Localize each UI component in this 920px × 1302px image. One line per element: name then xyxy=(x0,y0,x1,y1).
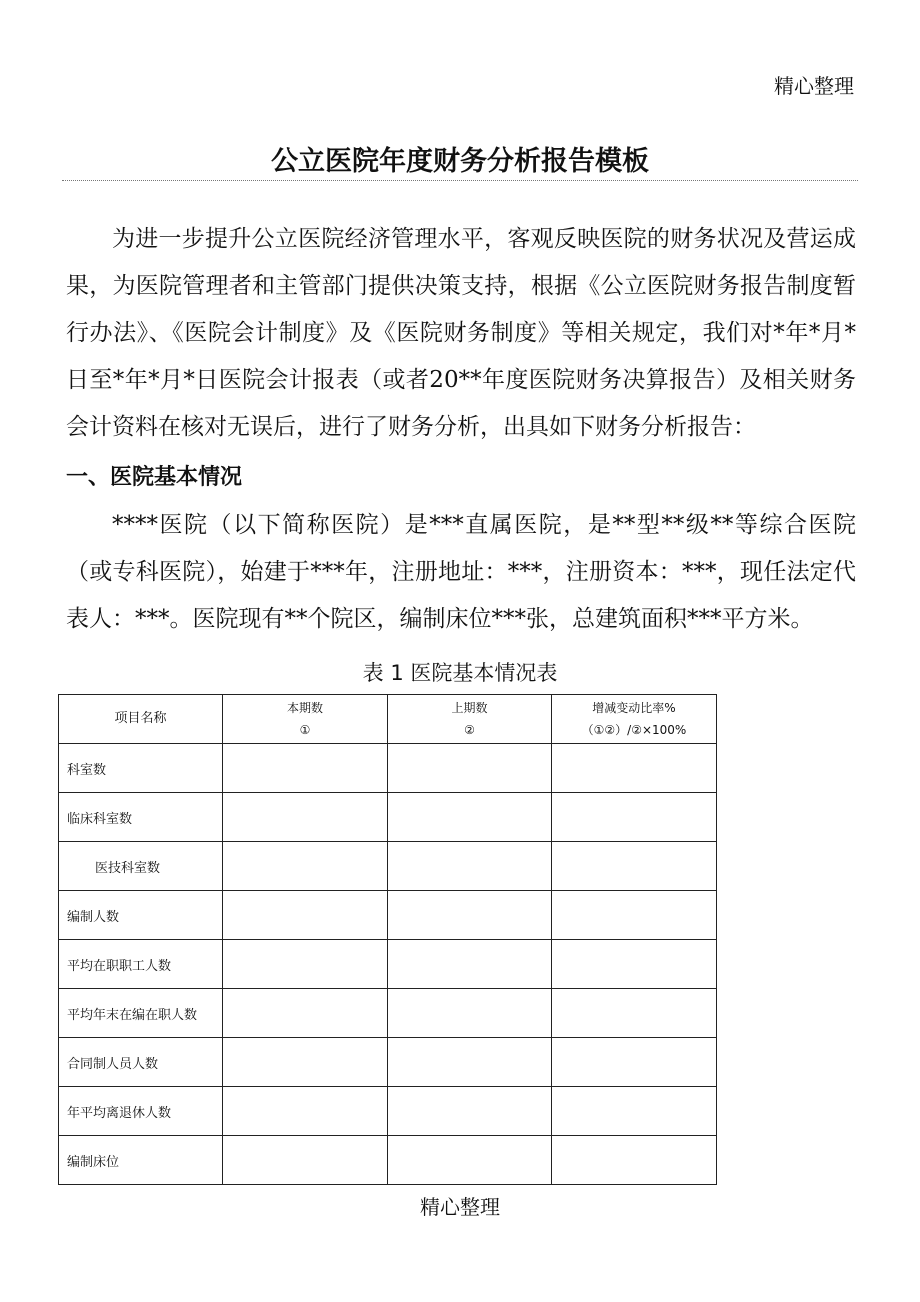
column-header-label: 上期数 xyxy=(451,701,488,715)
cell-change xyxy=(552,940,717,989)
cell-change xyxy=(552,744,717,793)
cell-current xyxy=(223,1087,388,1136)
cell-previous xyxy=(388,1038,552,1087)
basic-info-paragraph: ****医院（以下简称医院）是***直属医院，是**型**级**等综合医院（或专科医院），始建于***年，注册地址：***，注册资本：***，现任法定代表人：***。医院现有**个院区，编制床位***张，总建筑面积***平方米。 xyxy=(66,512,856,632)
cell-change xyxy=(552,1136,717,1185)
cell-previous xyxy=(388,744,552,793)
cell-previous xyxy=(388,940,552,989)
cell-change xyxy=(552,891,717,940)
column-header-label: 增减变动比率% xyxy=(592,701,676,715)
table-row xyxy=(59,744,717,793)
cell-current xyxy=(223,940,388,989)
table-row xyxy=(59,842,717,891)
column-header-label: 本期数 xyxy=(286,701,323,715)
column-header-sub: （①②）/②×100% xyxy=(581,723,687,737)
cell-current xyxy=(223,842,388,891)
row-label: 年平均离退休人数 xyxy=(59,1087,223,1136)
table-row xyxy=(59,1038,717,1087)
cell-current xyxy=(223,891,388,940)
row-label: 编制人数 xyxy=(59,891,223,940)
footer-note: 精心整理 xyxy=(420,1195,500,1219)
column-header-item-name xyxy=(59,695,223,744)
column-header-current-period xyxy=(223,695,388,744)
row-label: 临床科室数 xyxy=(59,793,223,842)
cell-change xyxy=(552,842,717,891)
cell-previous xyxy=(388,793,552,842)
table-header-row xyxy=(59,695,717,744)
cell-change xyxy=(552,989,717,1038)
cell-current xyxy=(223,744,388,793)
column-header-sub: ② xyxy=(464,723,475,737)
table-row xyxy=(59,891,717,940)
cell-previous xyxy=(388,989,552,1038)
table-caption: 表 1 医院基本情况表 xyxy=(362,661,558,685)
row-label: 合同制人员人数 xyxy=(59,1038,223,1087)
column-header-label: 项目名称 xyxy=(114,711,167,726)
table-row xyxy=(59,940,717,989)
column-header-sub: ① xyxy=(299,723,311,737)
header-note: 精心整理 xyxy=(774,74,854,98)
table-row xyxy=(59,793,717,842)
column-header-change-rate xyxy=(552,695,717,744)
row-label: 医技科室数 xyxy=(59,842,223,891)
table-row xyxy=(59,989,717,1038)
row-label: 平均年末在编在职人数 xyxy=(59,989,223,1038)
section-heading-basic-info: 一、医院基本情况 xyxy=(66,465,243,490)
table-row xyxy=(59,1136,717,1185)
page-title: 公立医院年度财务分析报告模板 xyxy=(271,146,649,177)
cell-current xyxy=(223,1038,388,1087)
row-label: 平均在职职工人数 xyxy=(59,940,223,989)
cell-change xyxy=(552,1087,717,1136)
cell-current xyxy=(223,1136,388,1185)
cell-previous xyxy=(388,1087,552,1136)
column-header-previous-period xyxy=(388,695,552,744)
cell-current xyxy=(223,793,388,842)
row-label: 科室数 xyxy=(59,744,223,793)
intro-paragraph: 为进一步提升公立医院经济管理水平，客观反映医院的财务状况及营运成果，为医院管理者和主管部门提供决策支持，根据《公立医院财务报告制度暂行办法》、《医院会计制度》及《医院财务制度》等相关规定，我们对*年*月*日至*年*月*日医院会计报表（或者20**年度医院财务决算报告）及相关财务会计资料在核对无误后，进行了财务分析，出具如下财务分析报告： xyxy=(66,226,856,440)
cell-change xyxy=(552,793,717,842)
hospital-info-table xyxy=(58,694,717,1185)
cell-previous xyxy=(388,891,552,940)
cell-previous xyxy=(388,1136,552,1185)
row-label: 编制床位 xyxy=(59,1136,223,1185)
cell-current xyxy=(223,989,388,1038)
cell-previous xyxy=(388,842,552,891)
table-row xyxy=(59,1087,717,1136)
cell-change xyxy=(552,1038,717,1087)
title-divider xyxy=(62,180,858,181)
